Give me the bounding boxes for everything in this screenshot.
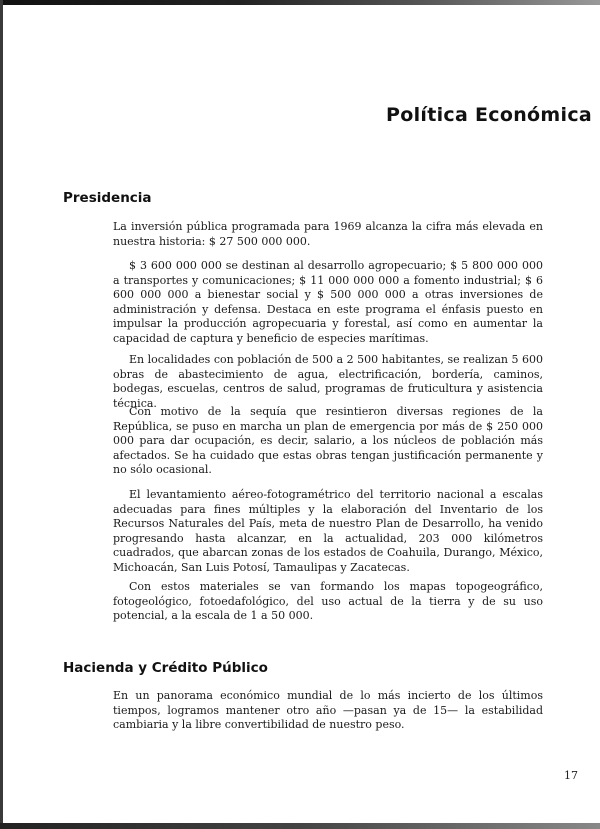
paragraph-text: En localidades con población de 500 a 2 500 habitantes, se realizan 5 600 obras de abastecimiento de agua, electrificación, bordería, caminos, bodegas, escuelas, centros de salud, programas de fruticultura y asistencia técnica.	[113, 353, 543, 410]
paragraph-text: $ 3 600 000 000 se destinan al desarrollo agropecuario; $ 5 800 000 000 a transportes y comunicaciones; $ 11 000 000 000 a fomento industrial; $ 6 600 000 000 a bienestar social y $ 500 000 000 a otras inversiones de administración y defensa. Destaca en este programa el énfasis puesto en impulsar la producción agropecuaria y forestal, así como en aumentar la capacidad de captura y beneficio de especies marítimas.	[113, 259, 543, 345]
paragraph-text: La inversión pública programada para 1969 alcanza la cifra más elevada en nuestra historia: $ 27 500 000 000.	[113, 220, 543, 248]
paragraph-presidencia-6	[113, 580, 543, 624]
paragraph-presidencia-4	[113, 405, 543, 478]
page-bottom-edge	[0, 823, 600, 829]
page-left-edge	[0, 0, 3, 829]
paragraph-presidencia-5	[113, 488, 543, 575]
paragraph-presidencia-2	[113, 259, 543, 346]
page-top-edge	[0, 0, 600, 5]
paragraph-presidencia-1	[113, 220, 543, 249]
paragraph-presidencia-3	[113, 353, 543, 411]
heading-hacienda: Hacienda y Crédito Público	[63, 660, 268, 676]
paragraph-hacienda-1	[113, 689, 543, 733]
paragraph-text: En un panorama económico mundial de lo más incierto de los últimos tiempos, logramos mantener otro año —pasan ya de 15— la estabilidad cambiaria y la libre convertibilidad de nuestro peso.	[113, 689, 543, 731]
page-number: 17	[564, 769, 578, 782]
paragraph-text: Con motivo de la sequía que resintieron diversas regiones de la República, se puso en marcha un plan de emergencia por más de $ 250 000 000 para dar ocupación, es decir, salario, a los núcleos de población más afectados. Se ha cuidado que estas obras tengan justificación permanente y no sólo ocasional.	[113, 405, 543, 476]
paragraph-text: El levantamiento aéreo-fotogramétrico del territorio nacional a escalas adecuadas para fines múltiples y la elaboración del Inventario de los Recursos Naturales del País, meta de nuestro Plan de Desarrollo, ha venido progresando hasta alcanzar, en la actualidad, 203 000 kilómetros cuadrados, que abarcan zonas de los estados de Coahuila, Durango, México, Michoacán, San Luis Potosí, Tamaulipas y Zacatecas.	[113, 488, 543, 574]
heading-presidencia: Presidencia	[63, 190, 152, 206]
section-title: Política Económica	[386, 104, 592, 126]
paragraph-text: Con estos materiales se van formando los mapas topogeográfico, fotogeológico, fotoedafológico, del uso actual de la tierra y de su uso potencial, a la escala de 1 a 50 000.	[113, 580, 543, 622]
